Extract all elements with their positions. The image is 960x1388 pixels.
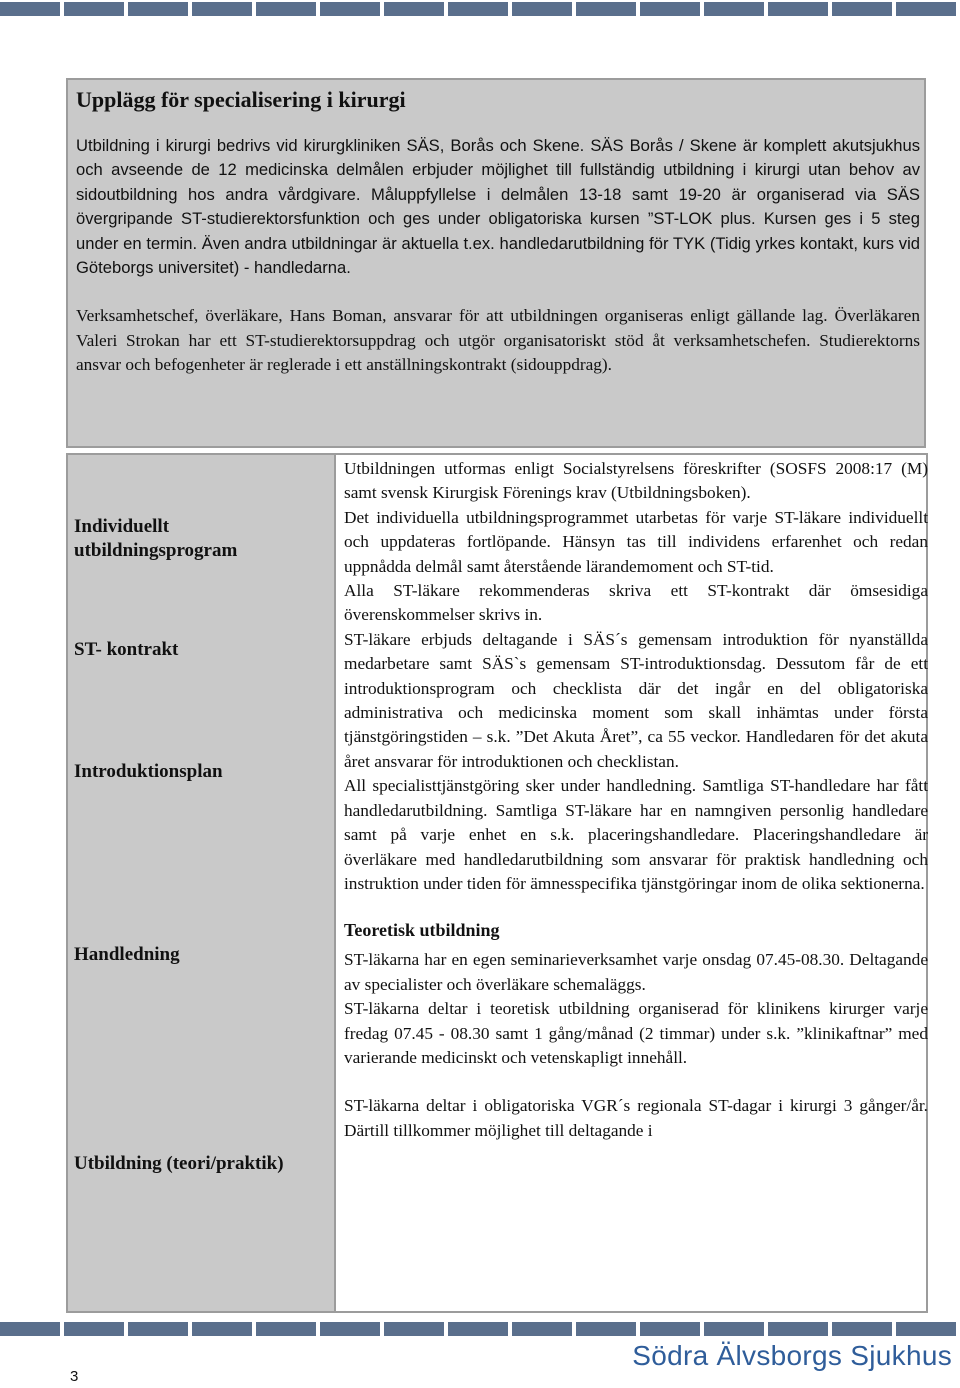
label-individuellt: Individuellt utbildningsprogram xyxy=(74,516,238,561)
page-number: 3 xyxy=(70,1368,79,1385)
subheading-teoretisk: Teoretisk utbildning xyxy=(344,920,500,941)
content-paragraph: ST-läkare erbjuds deltagande i SÄS´s gemensam introduktion för nyanställda medarbetare samt SÄS`s gemensam ST-introduktionsdag. Dessutom får de ett introduktionsprogram och checklista där det ingår en del obligatoriska administrativa och medicinska moment som skall inhämtas under första tjänstgöringstiden – s.k. ”Det Akuta Året”, ca 55 veckor. Handledaren för det akuta året ansvarar för introduktionen och checklistan. xyxy=(344,629,928,771)
label-kontrakt: ST- kontrakt xyxy=(74,639,179,660)
section-title: Upplägg för specialisering i kirurgi xyxy=(76,87,406,112)
label-utbildning: Utbildning (teori/praktik) xyxy=(74,1153,284,1174)
program-table xyxy=(66,453,928,1313)
content-paragraph: Alla ST-läkare rekommenderas skriva ett ST-kontrakt där ömsesidiga överenskommelser skrivs in. xyxy=(344,581,928,625)
content-paragraph: Utbildningen utformas enligt Socialstyrelsens föreskrifter (SOSFS 2008:17 (M) samt svensk Kirurgisk Förenings krav (Utbildningsboken). xyxy=(344,459,928,503)
intro-paragraph: Utbildning i kirurgi bedrivs vid kirurgkliniken SÄS, Borås och Skene. SÄS Borås / Skene är komplett akutsjukhus och avseende de 12 medicinska delmålen erbjuder möjlighet till fullständig utbildning i kirurgi utan behov av sidoutbildning hos andra vårdgivare. Måluppfyllelse i delmålen 13-18 samt 19-20 är organiserad via SÄS övergripande ST-studierektorsfunktion och ges under obligatoriska kursen ”ST-LOK plus. Kursen ges i 5 steg under en termin. Även andra utbildningar är aktuella t.ex. handledarutbildning för TYK (Tidig yrkes kontakt, kurs vid Göteborgs universitet) - handledarna. xyxy=(76,136,920,278)
responsibility-paragraph: Verksamhetschef, överläkare, Hans Boman, ansvarar för att utbildningen organiseras enligt gällande lag. Överläkaren Valeri Strokan har ett ST-studierektorsuppdrag och utgör organisatoriskt stöd åt verksamhetschefen. Studierektorns ansvar och befogenheter är reglerade i ett anställningskontrakt (sidouppdrag). xyxy=(76,306,920,375)
content-paragraph: ST-läkarna har en egen seminarieverksamhet varje onsdag 07.45-08.30. Deltagande av specialister och överläkare schemaläggs. xyxy=(344,950,928,994)
bottom-decorative-band xyxy=(0,1322,960,1336)
intro-section xyxy=(66,78,926,448)
table-label-column xyxy=(68,455,336,1311)
table-content-column xyxy=(344,457,928,1143)
top-decorative-band xyxy=(0,2,960,16)
organization-name: Södra Älvsborgs Sjukhus xyxy=(632,1340,952,1371)
content-paragraph: Det individuella utbildningsprogrammet utarbetas för varje ST-läkare individuellt och uppdateras fortlöpande. Hänsyn tas till individens erfarenhet och redan uppnådda delmål samt återstående lärandemoment och ST-tid. xyxy=(344,507,928,576)
content-paragraph: ST-läkarna deltar i obligatoriska VGR´s regionala ST-dagar i kirurgi 3 gånger/år. Därtill tillkommer möjlighet till deltagande i xyxy=(344,1096,928,1140)
label-introduktion: Introduktionsplan xyxy=(74,761,223,782)
content-paragraph: ST-läkarna deltar i teoretisk utbildning organiserad för klinikens kirurger varje fredag 07.45 - 08.30 samt 1 gång/månad (2 timmar) under s.k. ”klinikaftnar” med varierande medicinskt och vetenskapligt innehåll. xyxy=(344,999,928,1067)
label-handledning: Handledning xyxy=(74,944,180,965)
content-paragraph: All specialisttjänstgöring sker under handledning. Samtliga ST-handledare har fått handledarutbildning. Samtliga ST-läkare har en namngiven personlig handledare samt på varje enhet en s.k. placeringshandledare. Placeringshandledare är överläkare med handledarutbildning som ansvarar för praktisk handledning och instruktion under tiden för ämnesspecifika tjänstgöringar inom de olika sektionerna. xyxy=(344,776,928,893)
